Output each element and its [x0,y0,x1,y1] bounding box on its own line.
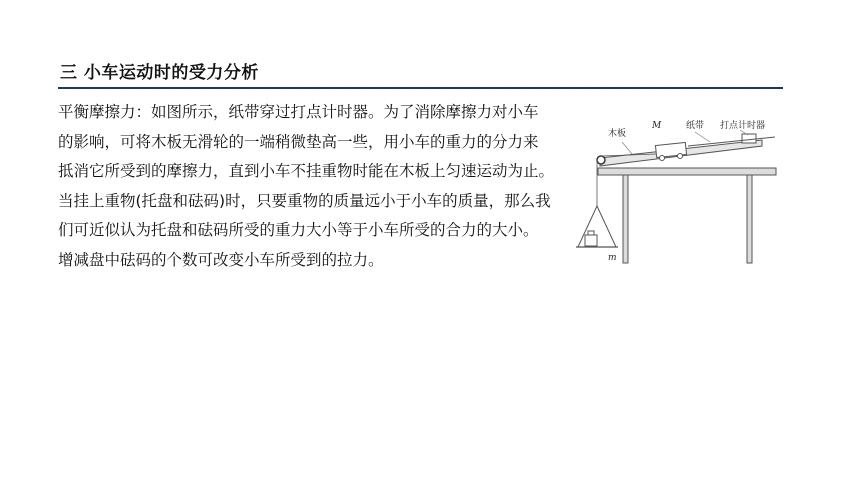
body-paragraph [58,98,578,275]
cart-wheel [678,154,683,159]
label-board: 木板 [608,129,627,139]
body-line: 当挂上重物(托盘和砝码)时，只要重物的质量远小于小车的质量，那么我 [58,191,551,210]
pulley [597,156,605,164]
leader-board [622,142,632,154]
body-line: 们可近似认为托盘和砝码所受的重力大小等于小车所受的合力的大小。 [58,221,539,239]
cart-wheel [660,156,665,161]
timer-box [742,134,756,143]
label-timer: 打点计时器 [720,121,766,131]
section-title: 三 小车运动时的受力分析 [60,63,259,83]
body-line: 增减盘中砝码的个数可改变小车所受到的拉力。 [58,250,384,269]
label-cart-mass: M [652,121,662,131]
label-hanging-mass: m [608,253,617,263]
weight-knob [588,231,594,235]
table-top [598,168,776,175]
table-leg-left [623,175,628,263]
body-line: 的影响，可将木板无滑轮的一端稍微垫高一些，用小车的重力的分力来 [58,132,539,151]
experiment-diagram [570,110,785,270]
body-line: 平衡摩擦力：如图所示，纸带穿过打点计时器。为了消除摩擦力对小车 [58,103,539,121]
leader-tape [695,132,710,142]
body-line: 抵消它所受到的摩擦力，直到小车不挂重物时能在木板上匀速运动为止。 [58,162,555,180]
weight-block [585,235,597,246]
table-leg-right [747,175,752,263]
title-underline [58,87,783,89]
label-tape: 纸带 [686,121,705,131]
